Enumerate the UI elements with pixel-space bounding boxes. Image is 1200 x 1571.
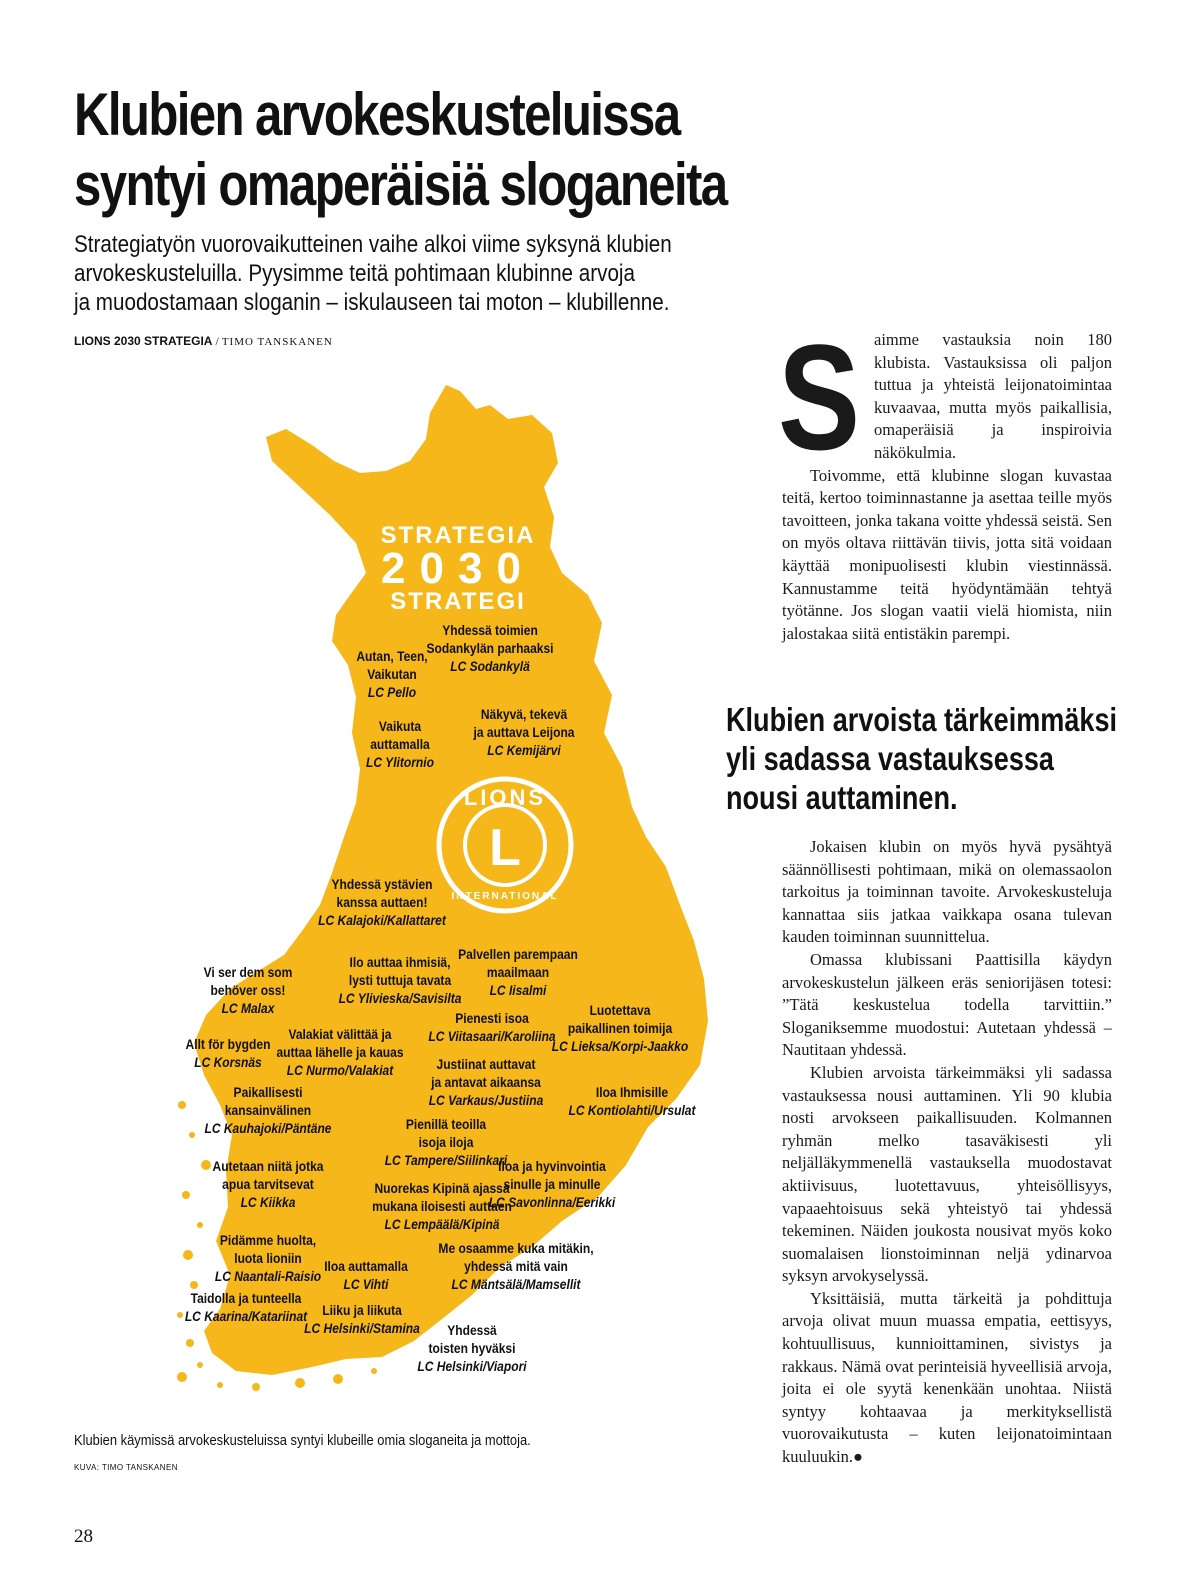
club-slogan-line: Vaikuta — [378, 718, 422, 735]
club-slogan-line: Pienesti isoa — [455, 1010, 529, 1027]
club-name: LC Naantali-Raisio — [214, 1268, 322, 1285]
logo-letter: L — [489, 819, 521, 877]
club-slogan-line: paikallinen toimija — [567, 1020, 673, 1037]
club-slogan-line: Taidolla ja tunteella — [190, 1290, 302, 1307]
strategia-badge — [381, 522, 536, 615]
club-slogan-line: Pienillä teoilla — [405, 1116, 487, 1133]
club-slogan-label — [429, 1056, 544, 1108]
club-slogan-line: Iloa auttamalla — [324, 1258, 408, 1275]
drop-cap: S — [778, 313, 861, 481]
pull-quote-line-1: Klubien arvoista tärkeimmäksi — [726, 701, 1118, 738]
club-name: LC Lempäälä/Kipinä — [384, 1216, 500, 1233]
pull-quote — [726, 700, 1117, 817]
body-paragraph-3: Jokaisen klubin on myös hyvä pysähtyä säännöllisesti pohtimaan, mikä on olemassaolon tarkoitus ja toiminnan tavoite. Arvokeskusteluja kannattaa siis jatkaa vaikkapa osana tulevan kauden toiminnan suunnittelua. — [782, 837, 1112, 947]
body-paragraph-1: aimme vastauksia noin 180 klubista. Vastauksissa oli paljon tuttua ja yhteistä leijonatoimintaa kuvaavaa, mutta myös paikallisia, omaperäisiä ja inspiroivia näkökulmia. — [874, 330, 1112, 462]
club-slogan-line: Justiinat auttavat — [436, 1056, 536, 1073]
lede-line-1: Strategiatyön vuorovaikutteinen vaihe alkoi viime syksynä klubien — [74, 231, 672, 258]
club-name: LC Malax — [221, 1000, 275, 1017]
club-slogan-label — [276, 1026, 403, 1078]
club-slogan-line: isoja iloja — [418, 1134, 474, 1151]
lede-line-3: ja muodostamaan sloganin – iskulauseen tai moton – klubillenne. — [74, 289, 670, 316]
body-paragraph-5: Klubien arvoista tärkeimmäksi yli sadassa vastauksessa nousi auttaminen. Yli 90 klubia nosti arvokseen paikallisuuden. Kolmannen ryhmän melko tasaväkisesti yli neljälläkymmenellä vastauksella muodostavat aktiivisuus, luotettavuus, yhteisöllisyys, vapaaehtoisuus sekä yhteistyö tai yhdessä tekeminen. Näiden joukosta nousivat myös koko suomalaisen lionstoiminnan neljä ydinarvoa syksyn arvokyselyssä. — [782, 1062, 1112, 1286]
strategia-bottom-text: STRATEGI — [390, 588, 526, 615]
finland-slogan-map — [160, 375, 740, 1395]
byline — [74, 334, 333, 349]
article-body-bottom — [782, 836, 1112, 1469]
club-slogan-line: Autetaan niitä jotka — [212, 1158, 324, 1175]
byline-separator: / — [215, 334, 219, 348]
club-name: LC Kauhajoki/Päntäne — [204, 1120, 332, 1137]
club-slogan-line: Me osaamme kuka mitäkin, — [438, 1240, 594, 1257]
club-name: LC Korsnäs — [194, 1054, 262, 1071]
club-slogan-line: Ilo auttaa ihmisiä, — [349, 954, 451, 971]
club-name: LC Kiikka — [240, 1194, 296, 1211]
club-slogan-line: yhdessä mitä vain — [464, 1258, 568, 1275]
club-slogan-line: luota lioniin — [234, 1250, 302, 1267]
club-name: LC Helsinki/Stamina — [304, 1320, 420, 1337]
article-lede — [74, 230, 672, 317]
club-slogan-line: auttamalla — [370, 736, 430, 753]
club-slogan-line: Vaikutan — [367, 666, 417, 683]
club-slogan-line: Iloa Ihmisille — [595, 1084, 669, 1101]
club-slogan-label — [318, 876, 446, 928]
lede-line-2: arvokeskusteluilla. Pyysimme teitä pohtimaan klubinne arvoja — [74, 260, 635, 287]
strategia-top-text: STRATEGIA — [380, 522, 536, 549]
club-slogan-line: toisten hyväksi — [428, 1340, 516, 1357]
author-name: TIMO TANSKANEN — [221, 336, 333, 348]
club-slogan-line: Pidämme huolta, — [219, 1232, 317, 1249]
map-figure — [160, 375, 740, 1395]
club-slogan-line: Luotettava — [589, 1002, 651, 1019]
club-slogan-line: Yhdessä — [447, 1322, 497, 1339]
club-slogan-line: ja auttava Leijona — [473, 724, 575, 741]
club-name: LC Mäntsälä/Mamsellit — [451, 1276, 581, 1293]
club-slogan-label — [473, 706, 576, 758]
club-slogan-line: sinulle ja minulle — [503, 1176, 601, 1193]
club-slogan-line: kansainvälinen — [224, 1102, 312, 1119]
club-slogan-line: Palvellen parempaan — [458, 946, 578, 963]
club-slogan-line: kanssa auttaen! — [336, 894, 428, 911]
end-mark: ● — [853, 1447, 864, 1467]
club-name: LC Ylivieska/Savisilta — [338, 990, 462, 1007]
club-name: LC Vihti — [343, 1276, 389, 1293]
club-name: LC Kaarina/Katariinat — [184, 1308, 308, 1325]
strategia-year-text: 2030 — [381, 544, 535, 593]
club-slogan-line: Näkyvä, tekevä — [480, 706, 568, 723]
headline-line-1: Klubien arvokeskusteluissa — [74, 81, 680, 148]
logo-top-text: LIONS — [463, 785, 547, 810]
club-name: LC Kalajoki/Kallattaret — [318, 912, 446, 929]
club-slogan-line: Yhdessä toimien — [442, 622, 538, 639]
club-slogan-line: Yhdessä ystävien — [331, 876, 433, 893]
club-name: LC Pello — [367, 684, 417, 701]
club-slogan-line: maailmaan — [486, 964, 550, 981]
club-slogan-label — [339, 954, 462, 1006]
section-label: LIONS 2030 STRATEGIA — [74, 334, 213, 348]
headline-line-2: syntyi omaperäisiä sloganeita — [74, 151, 727, 218]
club-slogan-label — [417, 1322, 527, 1374]
club-name: LC Varkaus/Justiina — [428, 1092, 544, 1109]
club-slogan-line: Allt för bygden — [185, 1036, 271, 1053]
body-paragraph-6-text: Yksittäisiä, mutta tärkeitä ja pohdittuja arvoja olivat muun muassa empatia, eettisyys, kohtuullisuus, kunnioittaminen, sivistys ja rakkaus. Nämä ovat perinteisiä hyveellisiä arvoja, joita ei ole syytä kenenkään unohtaa. Niistä syntyy kohtaavaa ja merkityksellistä vuorovaikutusta – kuten leijonatoimintaan kuuluukin. — [782, 1288, 1112, 1467]
club-slogan-line: apua tarvitsevat — [222, 1176, 314, 1193]
page-number: 28 — [74, 1526, 93, 1547]
photo-credit: KUVA: TIMO TANSKANEN — [74, 1463, 178, 1472]
body-paragraph-2: Toivomme, että klubinne slogan kuvastaa teitä, kertoo toiminnastanne ja asettaa teille myös tavoitteen, jonka takana voitte yhdessä seistä. Sen on myös oltava riittävän tiivis, jotta sitä voidaan käyttää monipuolisesti klubin viestinnässä. Kannustamme teitä hyödyntämään tehtyä työtänne. Jos slogan vaatii vielä hiomista, niin jalostakaa siitä entistäkin parempi. — [782, 465, 1112, 643]
club-name: LC Iisalmi — [489, 982, 547, 999]
club-name: LC Kontiolahti/Ursulat — [568, 1102, 696, 1119]
club-slogan-line: Liiku ja liikuta — [322, 1302, 402, 1319]
club-slogan-line: auttaa lähelle ja kauas — [276, 1044, 404, 1061]
club-slogan-line: ja antavat aikaansa — [431, 1074, 541, 1091]
article-body-top — [778, 313, 1112, 645]
club-slogan-line: Vi ser dem som — [203, 964, 293, 981]
club-slogan-line: mukana iloisesti auttaen — [372, 1198, 512, 1215]
club-name: LC Viitasaari/Karoliina — [428, 1028, 556, 1045]
club-name: LC Ylitornio — [366, 754, 434, 771]
club-slogan-line: Valakiat välittää ja — [288, 1026, 392, 1043]
club-slogan-line: Autan, Teen, — [356, 648, 428, 665]
club-name: LC Kemijärvi — [487, 742, 561, 759]
club-slogan-line: Sodankylän parhaaksi — [426, 640, 554, 657]
club-name: LC Nurmo/Valakiat — [286, 1062, 394, 1079]
club-slogan-line: lysti tuttuja tavata — [348, 972, 452, 989]
club-name: LC Helsinki/Viapori — [417, 1358, 527, 1375]
club-slogan-label — [185, 1290, 308, 1324]
club-slogan-line: Nuorekas Kipinä ajassa — [374, 1180, 510, 1197]
article-headline — [74, 80, 726, 220]
club-name: LC Sodankylä — [450, 658, 530, 675]
body-paragraph-6 — [782, 1288, 1112, 1469]
body-paragraph-4: Omassa klubissani Paattisilla käydyn arvokeskustelun jälkeen eräs seniorijäsen totesi: ”Tätä keskustelua todella tarvittiin.” Sloganiksemme muodostui: Autetaan yhdessä – Nautitaan yhdessä. — [782, 949, 1112, 1060]
club-name: LC Savonlinna/Eerikki — [488, 1194, 616, 1211]
logo-bottom-text: INTERNATIONAL — [451, 891, 559, 902]
pull-quote-line-3: nousi auttaminen. — [726, 779, 958, 816]
image-caption: Klubien käymissä arvokeskusteluissa syntyi klubeille omia sloganeita ja mottoja. — [74, 1432, 531, 1449]
club-name: LC Lieksa/Korpi-Jaakko — [551, 1038, 689, 1055]
club-slogan-line: Paikallisesti — [233, 1084, 303, 1101]
club-slogan-label — [372, 1180, 512, 1232]
club-name: LC Tampere/Siilinkari — [384, 1152, 508, 1169]
club-slogan-line: Iloa ja hyvinvointia — [498, 1158, 606, 1175]
pull-quote-line-2: yli sadassa vastauksessa — [726, 740, 1054, 777]
club-slogan-line: behöver oss! — [210, 982, 286, 999]
club-slogan-label — [186, 1036, 271, 1070]
